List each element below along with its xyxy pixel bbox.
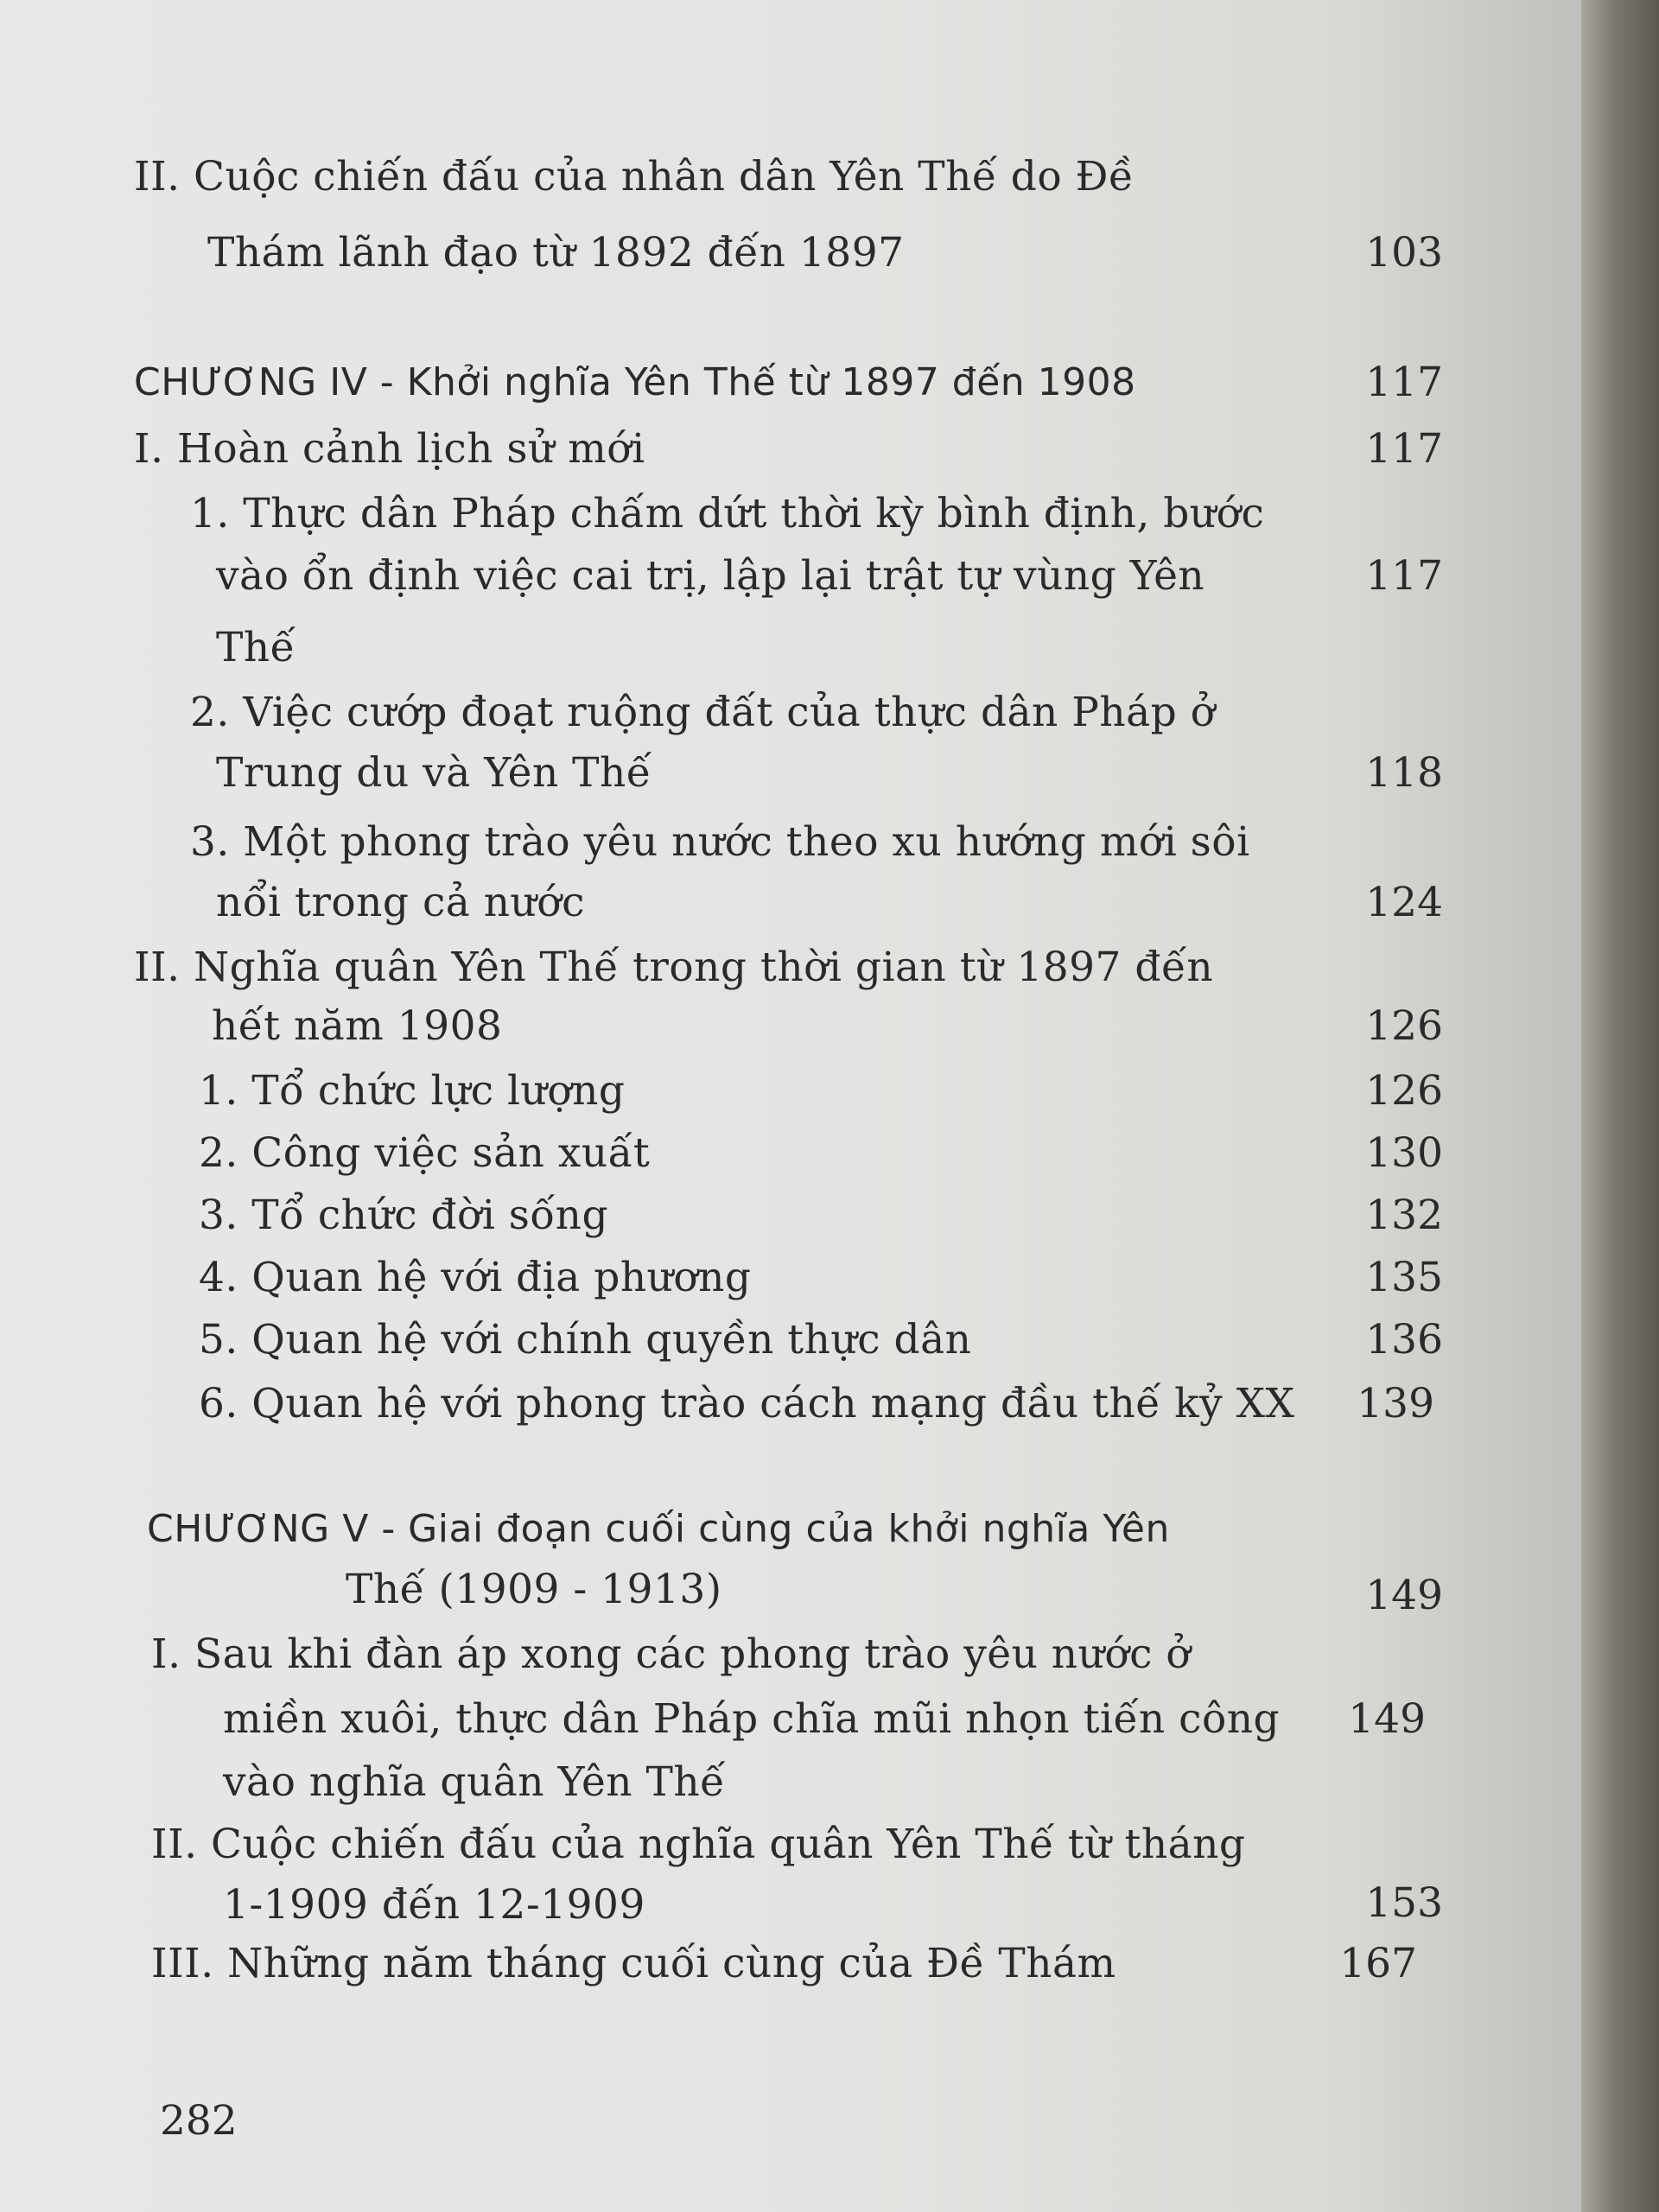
toc-page-number: 149: [1365, 1572, 1443, 1619]
toc-line: vào ổn định việc cai trị, lập lại trật tự vùng Yên: [216, 552, 1205, 600]
toc-line: Thám lãnh đạo từ 1892 đến 1897: [207, 229, 905, 276]
toc-line: Trung du và Yên Thế: [216, 749, 652, 797]
toc-line: 1. Tổ chức lực lượng: [199, 1067, 626, 1115]
toc-line: II. Nghĩa quân Yên Thế trong thời gian từ 1897 đến: [134, 944, 1214, 991]
page-number-footer: 282: [160, 2097, 238, 2145]
toc-line: 2. Việc cướp đoạt ruộng đất của thực dân Pháp ở: [190, 689, 1216, 736]
toc-line: III. Những năm tháng cuối cùng của Đề Thám: [151, 1940, 1116, 1987]
toc-line: Thế (1909 - 1913): [346, 1566, 722, 1613]
toc-page-number: 130: [1365, 1129, 1443, 1177]
toc-line: 4. Quan hệ với địa phương: [199, 1254, 752, 1301]
chapter-heading: CHƯƠNG IV - Khởi nghĩa Yên Thế từ 1897 đến 1908: [134, 360, 1136, 404]
toc-page-number: 167: [1339, 1940, 1417, 1987]
toc-line: vào nghĩa quân Yên Thế: [223, 1758, 726, 1806]
toc-line: II. Cuộc chiến đấu của nghĩa quân Yên Thế từ tháng: [151, 1821, 1246, 1868]
toc-line: 1-1909 đến 12-1909: [223, 1881, 645, 1929]
toc-page-number: 103: [1365, 229, 1443, 276]
toc-page-number: 126: [1365, 1067, 1443, 1115]
toc-line: 5. Quan hệ với chính quyền thực dân: [199, 1316, 972, 1363]
toc-line: 2. Công việc sản xuất: [199, 1129, 651, 1177]
toc-line: 3. Tổ chức đời sống: [199, 1192, 609, 1239]
toc-page-number: 136: [1365, 1316, 1443, 1363]
toc-line: II. Cuộc chiến đấu của nhân dân Yên Thế do Đề: [134, 153, 1135, 200]
toc-page-number: 117: [1365, 425, 1443, 473]
toc-page-number: 117: [1365, 359, 1443, 406]
toc-page-number: 132: [1365, 1192, 1443, 1239]
book-spine-shadow: [1581, 0, 1659, 2212]
toc-line: 6. Quan hệ với phong trào cách mạng đầu thế kỷ XX: [199, 1380, 1295, 1427]
toc-line: nổi trong cả nước: [216, 879, 585, 926]
toc-line: Thế: [216, 624, 296, 671]
toc-page-number: 153: [1365, 1879, 1443, 1927]
toc-line: hết năm 1908: [212, 1002, 503, 1050]
toc-page-number: 149: [1348, 1695, 1426, 1743]
toc-line: 3. Một phong trào yêu nước theo xu hướng mới sôi: [190, 818, 1250, 866]
toc-page-number: 126: [1365, 1002, 1443, 1050]
toc-page-number: 135: [1365, 1254, 1443, 1301]
toc-page-number: 117: [1365, 552, 1443, 600]
toc-page-number: 139: [1357, 1380, 1434, 1427]
toc-line: I. Hoàn cảnh lịch sử mới: [134, 425, 645, 473]
toc-page-number: 118: [1365, 749, 1443, 797]
toc-line: 1. Thực dân Pháp chấm dứt thời kỳ bình định, bước: [190, 490, 1265, 537]
chapter-heading: CHƯƠNG V - Giai đoạn cuối cùng của khởi nghĩa Yên: [147, 1507, 1170, 1551]
toc-line: I. Sau khi đàn áp xong các phong trào yêu nước ở: [151, 1630, 1192, 1678]
toc-line: miền xuôi, thực dân Pháp chĩa mũi nhọn tiến công: [223, 1695, 1281, 1743]
toc-page-number: 124: [1365, 879, 1443, 926]
